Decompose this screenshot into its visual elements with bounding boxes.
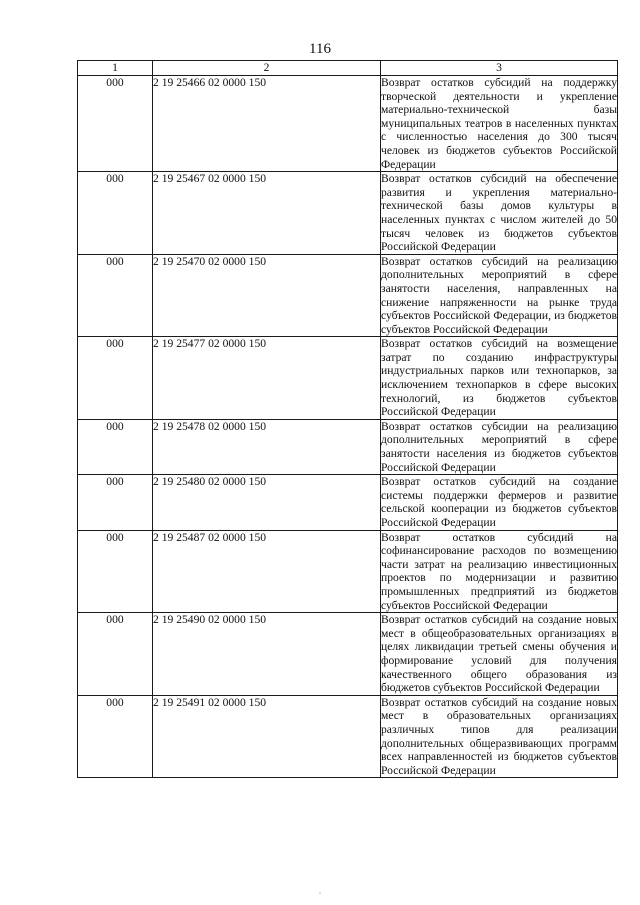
admin-code-cell: 000 <box>78 419 153 474</box>
budget-code-cell: 2 19 25490 02 0000 150 <box>153 613 381 696</box>
admin-code-cell: 000 <box>78 530 153 613</box>
table-header-row <box>78 61 618 76</box>
admin-code-cell: 000 <box>78 76 153 172</box>
admin-code-cell: 000 <box>78 613 153 696</box>
column-header-2: 2 <box>153 61 381 76</box>
table-row <box>78 419 618 474</box>
admin-code-cell: 000 <box>78 254 153 337</box>
budget-code-cell: 2 19 25470 02 0000 150 <box>153 254 381 337</box>
table-row <box>78 695 618 778</box>
description-cell: Возврат остатков субсидий на создание новых мест в образовательных организациях различных типов для реализации дополнительных общеразвивающих программ всех направленностей из бюджетов субъектов Российской Федерации <box>381 695 617 777</box>
admin-code-cell: 000 <box>78 172 153 255</box>
table-row <box>78 76 618 172</box>
column-header-1: 1 <box>78 61 153 76</box>
admin-code-cell: 000 <box>78 695 153 778</box>
description-cell: Возврат остатков субсидий на возмещение затрат по созданию инфраструктуры индустриальных парков или технопарков, за исключением технопарков в сфере высоких технологий, из бюджетов субъектов Российской Федерации <box>381 337 617 419</box>
budget-code-cell: 2 19 25487 02 0000 150 <box>153 530 381 613</box>
admin-code-cell: 000 <box>78 337 153 420</box>
table-row <box>78 337 618 420</box>
table-row <box>78 613 618 696</box>
column-header-3: 3 <box>381 61 618 76</box>
table-row <box>78 172 618 255</box>
description-cell: Возврат остатков субсидий на обеспечение развития и укрепления материально-технической базы домов культуры в населенных пунктах с числом жителей до 50 тысяч человек из бюджетов субъектов Российской Федерации <box>381 172 617 254</box>
budget-code-cell: 2 19 25467 02 0000 150 <box>153 172 381 255</box>
budget-code-cell: 2 19 25466 02 0000 150 <box>153 76 381 172</box>
description-cell: Возврат остатков субсидий на создание новых мест в общеобразовательных организациях в целях ликвидации третьей смены обучения и формирование условий для получения качественного общего образования из бюджетов субъектов Российской Федерации <box>381 613 617 695</box>
budget-classification-table <box>77 60 618 778</box>
table-row <box>78 475 618 530</box>
budget-code-cell: 2 19 25491 02 0000 150 <box>153 695 381 778</box>
description-cell: Возврат остатков субсидий на софинансирование расходов по возмещению части затрат на реализацию инвестиционных проектов по модернизации и развитию промышленных предприятий из бюджетов субъектов Российской Федерации <box>381 530 617 612</box>
description-cell: Возврат остатков субсидий на реализацию дополнительных мероприятий в сфере занятости населения, направленных на снижение напряженности на рынке труда субъектов Российской Федерации, из бюджетов субъектов Российской Федерации <box>381 254 617 336</box>
budget-code-cell: 2 19 25478 02 0000 150 <box>153 419 381 474</box>
budget-code-cell: 2 19 25477 02 0000 150 <box>153 337 381 420</box>
description-cell: Возврат остатков субсидий на создание системы поддержки фермеров и развитие сельской кооперации из бюджетов субъектов Российской Федерации <box>381 475 617 529</box>
table-row <box>78 530 618 613</box>
table-row <box>78 254 618 337</box>
page-number: 116 <box>309 41 331 57</box>
budget-code-cell: 2 19 25480 02 0000 150 <box>153 475 381 530</box>
description-cell: Возврат остатков субсидий на поддержку творческой деятельности и укрепление материально-технической базы муниципальных театров в населенных пунктах с численностью населения до 300 тысяч человек из бюджетов субъектов Российской Федерации <box>381 76 617 171</box>
description-cell: Возврат остатков субсидии на реализацию дополнительных мероприятий в сфере занятости населения из бюджетов субъектов Российской Федерации <box>381 419 617 474</box>
admin-code-cell: 000 <box>78 475 153 530</box>
footer-mark: · <box>318 888 322 898</box>
